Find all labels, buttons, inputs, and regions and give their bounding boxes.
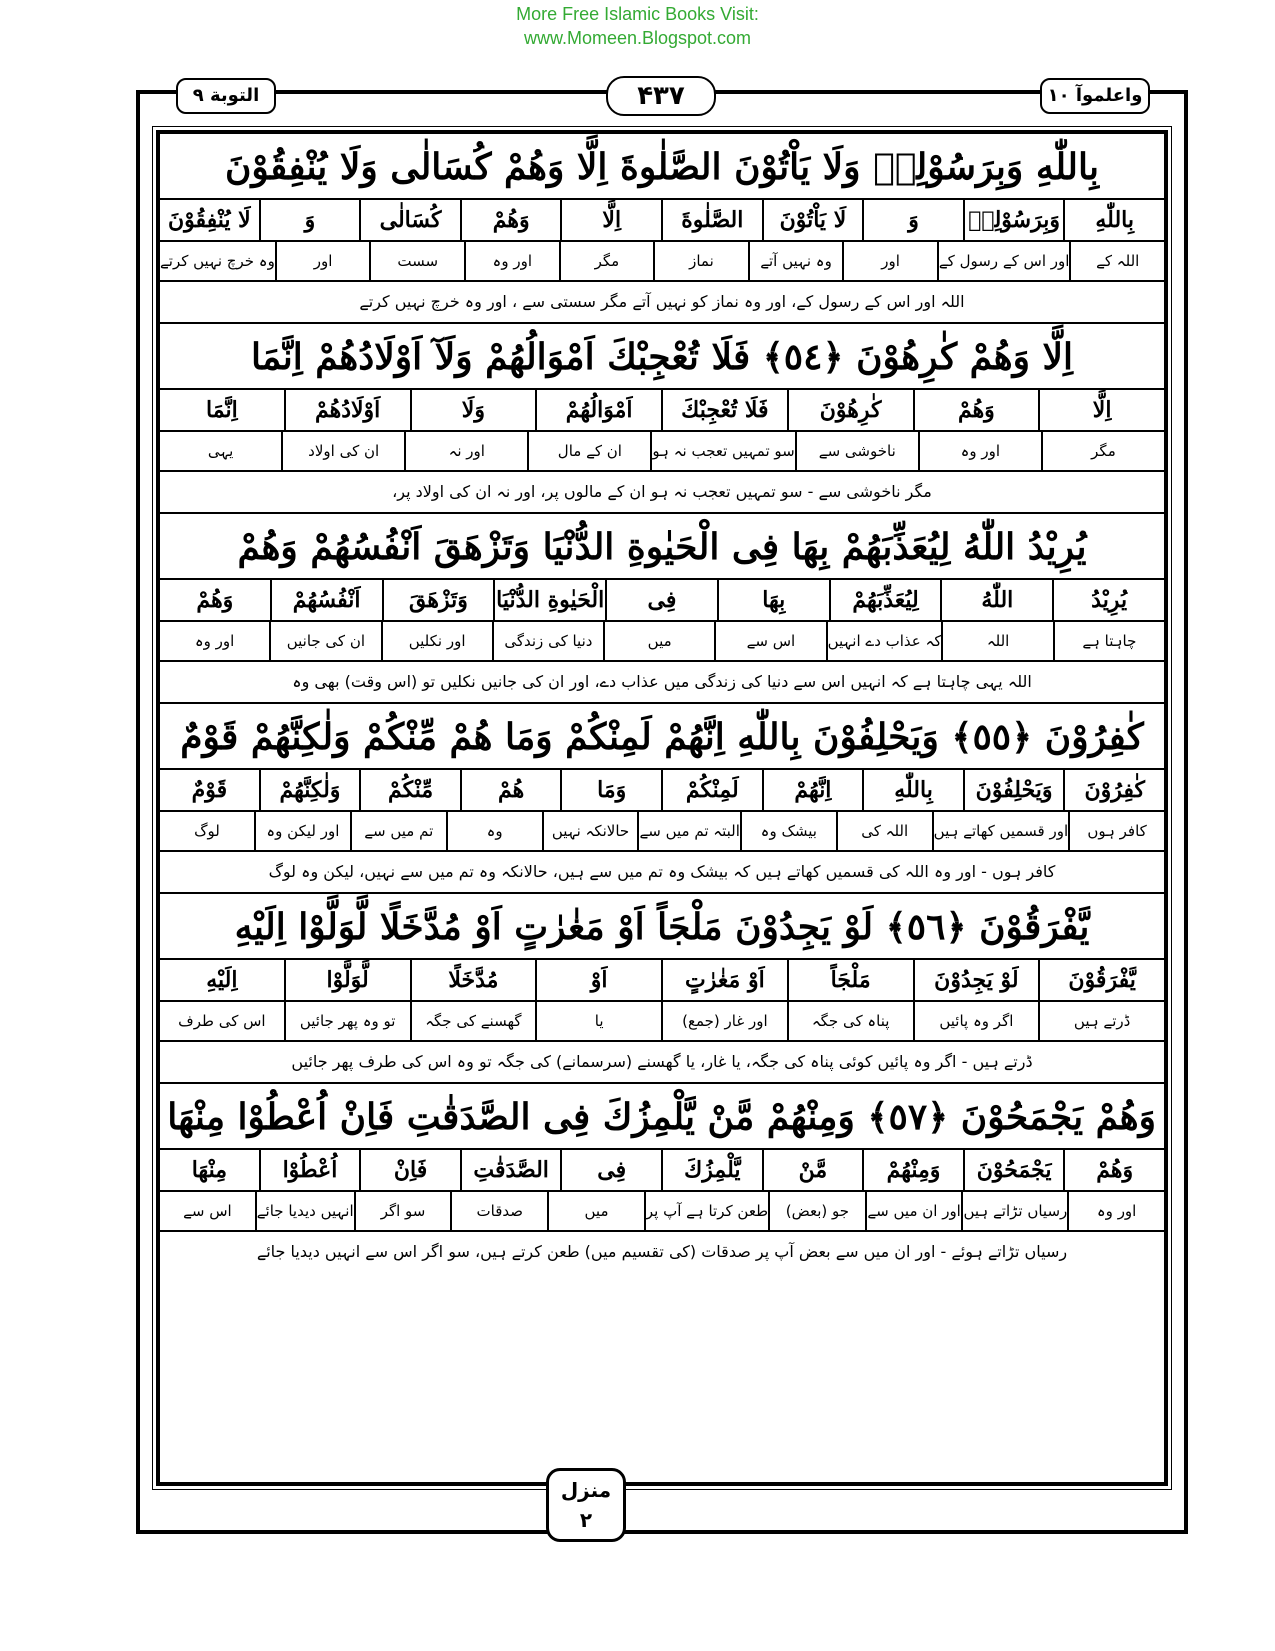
word-by-word-row	[160, 1150, 1164, 1192]
arabic-word-cell: لَّوَلَّوْا	[284, 960, 410, 1000]
urdu-word-translation-cell: البتہ تم میں سے	[637, 812, 739, 850]
text-frame	[156, 130, 1168, 1486]
urdu-word-translation-cell: اگر وہ پائیں	[913, 1002, 1039, 1040]
urdu-word-translation-cell: ان کی اولاد	[281, 432, 404, 470]
urdu-word-translation-cell: ان کے مال	[527, 432, 650, 470]
arabic-word-cell: وَهُمْ	[1063, 1150, 1164, 1190]
arabic-word-cell: يَّلْمِزُكَ	[661, 1150, 762, 1190]
arabic-word-cell: اللّٰهُ	[940, 580, 1052, 620]
urdu-word-translation-cell: اور نکلیں	[381, 622, 492, 660]
urdu-word-translation-cell: کہ عذاب دے انہیں	[826, 622, 942, 660]
urdu-word-translation-cell: اور	[842, 242, 937, 280]
urdu-word-translation-cell: وہ نہیں آتے	[748, 242, 843, 280]
arabic-word-cell: اِلَّا	[1038, 390, 1164, 430]
arabic-word-cell: وَيَحْلِفُوْنَ	[963, 770, 1064, 810]
arabic-word-cell: الصَّلٰوةَ	[661, 200, 762, 240]
arabic-word-cell: كٰرِهُوْنَ	[787, 390, 913, 430]
urdu-word-translation-cell: اللہ	[941, 622, 1052, 660]
promo-banner	[0, 2, 1275, 50]
urdu-word-translation-cell: ڈرتے ہیں	[1038, 1002, 1164, 1040]
urdu-word-translation-cell: اور	[275, 242, 370, 280]
arabic-word-cell: فَلَا تُعْجِبْكَ	[661, 390, 787, 430]
arabic-word-cell: فَاِنْ	[359, 1150, 460, 1190]
urdu-word-translation-cell: اور ان میں سے	[865, 1192, 962, 1230]
arabic-word-cell: يَّفْرَقُوْنَ	[1038, 960, 1164, 1000]
urdu-word-translation-cell: میں	[547, 1192, 644, 1230]
word-translation-row	[160, 1192, 1164, 1232]
arabic-word-cell: يُرِيْدُ	[1052, 580, 1164, 620]
urdu-translation-line: اللہ اور اس کے رسول کے، اور وہ نماز کو نہیں آتے مگر سستی سے ، اور وہ خرچ نہیں کرتے	[160, 282, 1164, 324]
arabic-verse-line: بِاللّٰهِ وَبِرَسُوْلِهٖ وَلَا يَاْتُوْنَ الصَّلٰوةَ اِلَّا وَهُمْ كُسَالٰى وَلَا يُنْفِقُوْنَ	[160, 134, 1164, 200]
urdu-word-translation-cell: طعن کرتا ہے آپ پر	[644, 1192, 768, 1230]
verse-section	[160, 514, 1164, 704]
arabic-word-cell: اَوْلَادُهُمْ	[284, 390, 410, 430]
arabic-verse-line: وَهُمْ يَجْمَحُوْنَ ﴿٥٧﴾ وَمِنْهُمْ مَّنْ يَّلْمِزُكَ فِى الصَّدَقٰتِ فَاِنْ اُعْطُوْا مِنْهَا	[160, 1084, 1164, 1150]
arabic-word-cell: قَوْمٌ	[191, 777, 228, 803]
arabic-word-cell: لَا يُنْفِقُوْنَ	[167, 207, 251, 233]
surah-name-label: التوبة ٩	[176, 78, 276, 114]
arabic-verse-line: يُرِيْدُ اللّٰهُ لِيُعَذِّبَهُمْ بِهَا فِى الْحَيٰوةِ الدُّنْيَا وَتَزْهَقَ اَنْفُسُهُمْ وَهُمْ	[160, 514, 1164, 580]
urdu-word-translation-cell: صدقات	[450, 1192, 547, 1230]
urdu-translation-line: ڈرتے ہیں - اگر وہ پائیں کوئی پناہ کی جگہ، یا غار، یا گھسنے (سرسمانے) کی جگہ تو وہ اس کی طرف پھر جائیں	[160, 1042, 1164, 1084]
arabic-word-cell: هُمْ	[460, 770, 561, 810]
urdu-word-translation-cell: وہ	[446, 812, 542, 850]
word-translation-row	[160, 812, 1164, 852]
urdu-word-translation-cell: اس سے	[714, 622, 825, 660]
arabic-word-cell: مِنْهَا	[191, 1157, 227, 1183]
word-translation-row	[160, 1002, 1164, 1042]
arabic-word-cell: وَتَزْهَقَ	[382, 580, 494, 620]
arabic-word-cell: بِاللّٰهِ	[862, 770, 963, 810]
manzil-number: ٢	[579, 1508, 593, 1532]
arabic-word-cell: اَوْ مَغٰرٰتٍ	[661, 960, 787, 1000]
urdu-word-translation-cell: مگر	[559, 242, 654, 280]
verse-section	[160, 894, 1164, 1084]
urdu-word-translation-cell: تو وہ پھر جائیں	[284, 1002, 410, 1040]
urdu-word-translation-cell: اس سے	[183, 1202, 232, 1220]
word-translation-row	[160, 432, 1164, 472]
arabic-word-cell: اَنْفُسُهُمْ	[270, 580, 382, 620]
quran-page	[136, 78, 1188, 1534]
arabic-word-cell: وَلٰكِنَّهُمْ	[259, 770, 360, 810]
urdu-word-translation-cell: ان کی جانیں	[269, 622, 380, 660]
word-by-word-row	[160, 580, 1164, 622]
urdu-word-translation-cell: دنیا کی زندگی	[492, 622, 603, 660]
arabic-word-cell: اِلَّا	[560, 200, 661, 240]
urdu-word-translation-cell: میں	[603, 622, 714, 660]
arabic-word-cell: الْحَيٰوةِ الدُّنْيَا	[493, 580, 605, 620]
urdu-word-translation-cell: اور لیکن وہ	[254, 812, 350, 850]
arabic-word-cell: اَمْوَالُهُمْ	[535, 390, 661, 430]
urdu-word-translation-cell: اور اس کے رسول کے	[937, 242, 1070, 280]
urdu-word-translation-cell: اور وہ	[918, 432, 1041, 470]
verse-section	[160, 134, 1164, 324]
urdu-word-translation-cell: اور نہ	[404, 432, 527, 470]
arabic-word-cell: فِى	[560, 1150, 661, 1190]
arabic-word-cell: بِاللّٰهِ	[1063, 200, 1164, 240]
urdu-word-translation-cell: کافر ہوں	[1068, 812, 1164, 850]
manzil-label: منزل	[560, 1478, 612, 1502]
arabic-word-cell: الصَّدَقٰتِ	[460, 1150, 561, 1190]
urdu-word-translation-cell: اور وہ	[1067, 1192, 1164, 1230]
urdu-word-translation-cell: وہ خرچ نہیں کرتے	[159, 252, 275, 270]
urdu-translation-line: مگر ناخوشی سے - سو تمہیں تعجب نہ ہو ان کے مالوں پر، اور نہ ان کی اولاد پر،	[160, 472, 1164, 514]
urdu-word-translation-cell: اور غار (جمع)	[661, 1002, 787, 1040]
arabic-word-cell: مِّنْكُمْ	[359, 770, 460, 810]
urdu-translation-line: کافر ہوں - اور وہ اللہ کی قسمیں کھاتے ہیں کہ بیشک وہ تم میں سے ہیں، حالانکہ وہ تم میں سے نہیں، لیکن وہ لوگ	[160, 852, 1164, 894]
urdu-word-translation-cell: سو تمہیں تعجب نہ ہو	[650, 432, 794, 470]
urdu-word-translation-cell: حالانکہ نہیں	[542, 812, 638, 850]
urdu-word-translation-cell: یا	[535, 1002, 661, 1040]
arabic-word-cell: مَلْجَاً	[787, 960, 913, 1000]
urdu-word-translation-cell: ناخوشی سے	[795, 432, 918, 470]
arabic-word-cell: وَهُمْ	[196, 587, 234, 613]
arabic-word-cell: لِيُعَذِّبَهُمْ	[829, 580, 941, 620]
arabic-word-cell: اِنَّمَا	[206, 397, 238, 423]
urdu-word-translation-cell: نماز	[653, 242, 748, 280]
promo-line-1: More Free Islamic Books Visit:	[516, 4, 759, 24]
arabic-verse-line: اِلَّا وَهُمْ كٰرِهُوْنَ ﴿٥٤﴾ فَلَا تُعْجِبْكَ اَمْوَالُهُمْ وَلَآ اَوْلَادُهُمْ اِنَّمَا	[160, 324, 1164, 390]
word-by-word-row	[160, 200, 1164, 242]
urdu-word-translation-cell: اور وہ	[194, 632, 235, 650]
arabic-word-cell: اِنَّهُمْ	[762, 770, 863, 810]
arabic-word-cell: فِى	[605, 580, 717, 620]
para-name-label: واعلموآ ١٠	[1040, 78, 1150, 114]
arabic-word-cell: وَمَا	[560, 770, 661, 810]
arabic-verse-line: يَّفْرَقُوْنَ ﴿٥٦﴾ لَوْ يَجِدُوْنَ مَلْجَاً اَوْ مَغٰرٰتٍ اَوْ مُدَّخَلًا لَّوَلَّوْا اِلَيْهِ	[160, 894, 1164, 960]
urdu-word-translation-cell: یہی	[207, 442, 234, 460]
word-translation-row	[160, 622, 1164, 662]
urdu-word-translation-cell: اللہ کے	[1069, 242, 1164, 280]
arabic-word-cell: مَّنْ	[762, 1150, 863, 1190]
arabic-word-cell: وَبِرَسُوْلِهٖ	[963, 200, 1064, 240]
arabic-word-cell: كُسَالٰى	[359, 200, 460, 240]
urdu-word-translation-cell: تم میں سے	[350, 812, 446, 850]
urdu-word-translation-cell: گھسنے کی جگہ	[410, 1002, 536, 1040]
word-translation-row	[160, 242, 1164, 282]
urdu-word-translation-cell: مگر	[1041, 432, 1164, 470]
arabic-word-cell: وَهُمْ	[913, 390, 1039, 430]
verse-section	[160, 704, 1164, 894]
word-by-word-row	[160, 770, 1164, 812]
urdu-word-translation-cell: انہیں دیدیا جائے	[255, 1192, 354, 1230]
urdu-translation-line: اللہ یہی چاہتا ہے کہ انہیں اس سے دنیا کی زندگی میں عذاب دے، اور ان کی جانیں نکلیں تو (اس وقت) بھی وہ	[160, 662, 1164, 704]
urdu-word-translation-cell: چاہتا ہے	[1053, 622, 1164, 660]
arabic-word-cell: وَلَا	[410, 390, 536, 430]
urdu-word-translation-cell: اور قسمیں کھاتے ہیں	[932, 812, 1068, 850]
urdu-word-translation-cell: اللہ کی	[836, 812, 932, 850]
urdu-word-translation-cell: سو اگر	[354, 1192, 451, 1230]
urdu-word-translation-cell: بیشک وہ	[740, 812, 836, 850]
arabic-word-cell: اَوْ	[535, 960, 661, 1000]
page-number: ۴۳۷	[606, 76, 716, 116]
arabic-verse-line: كٰفِرُوْنَ ﴿٥٥﴾ وَيَحْلِفُوْنَ بِاللّٰهِ اِنَّهُمْ لَمِنْكُمْ وَمَا هُمْ مِّنْكُمْ وَلٰكِنَّهُمْ قَوْمٌ	[160, 704, 1164, 770]
arabic-word-cell: بِهَا	[717, 580, 829, 620]
word-by-word-row	[160, 960, 1164, 1002]
arabic-word-cell: كٰفِرُوْنَ	[1063, 770, 1164, 810]
verse-section	[160, 324, 1164, 514]
arabic-word-cell: اُعْطُوْا	[259, 1150, 360, 1190]
arabic-word-cell: اِلَيْهِ	[206, 967, 238, 993]
urdu-word-translation-cell: پناہ کی جگہ	[787, 1002, 913, 1040]
urdu-word-translation-cell: اس کی طرف	[178, 1012, 266, 1030]
urdu-word-translation-cell: اور وہ	[464, 242, 559, 280]
arabic-word-cell: لَا يَاْتُوْنَ	[762, 200, 863, 240]
arabic-word-cell: يَجْمَحُوْنَ	[963, 1150, 1064, 1190]
word-by-word-row	[160, 390, 1164, 432]
urdu-word-translation-cell: سست	[369, 242, 464, 280]
urdu-word-translation-cell: لوگ	[194, 822, 220, 840]
arabic-word-cell: مُدَّخَلًا	[410, 960, 536, 1000]
urdu-translation-line: رسیاں تڑاتے ہوئے - اور ان میں سے بعض آپ پر صدقات (کی تقسیم میں) طعن کرتے ہیں، سو اگر اس سے انہیں دیدیا جائے	[256, 1242, 1068, 1261]
urdu-word-translation-cell: جو (بعض)	[768, 1192, 865, 1230]
arabic-word-cell: وَ	[862, 200, 963, 240]
manzil-badge	[546, 1468, 626, 1542]
arabic-word-cell: وَهُمْ	[460, 200, 561, 240]
urdu-word-translation-cell: رسیاں تڑاتے ہیں	[961, 1192, 1067, 1230]
verse-section	[160, 1084, 1164, 1272]
arabic-word-cell: وَمِنْهُمْ	[862, 1150, 963, 1190]
arabic-word-cell: وَ	[259, 200, 360, 240]
promo-line-2[interactable]: www.Momeen.Blogspot.com	[523, 28, 752, 48]
arabic-word-cell: لَمِنْكُمْ	[661, 770, 762, 810]
arabic-word-cell: لَوْ يَجِدُوْنَ	[913, 960, 1039, 1000]
